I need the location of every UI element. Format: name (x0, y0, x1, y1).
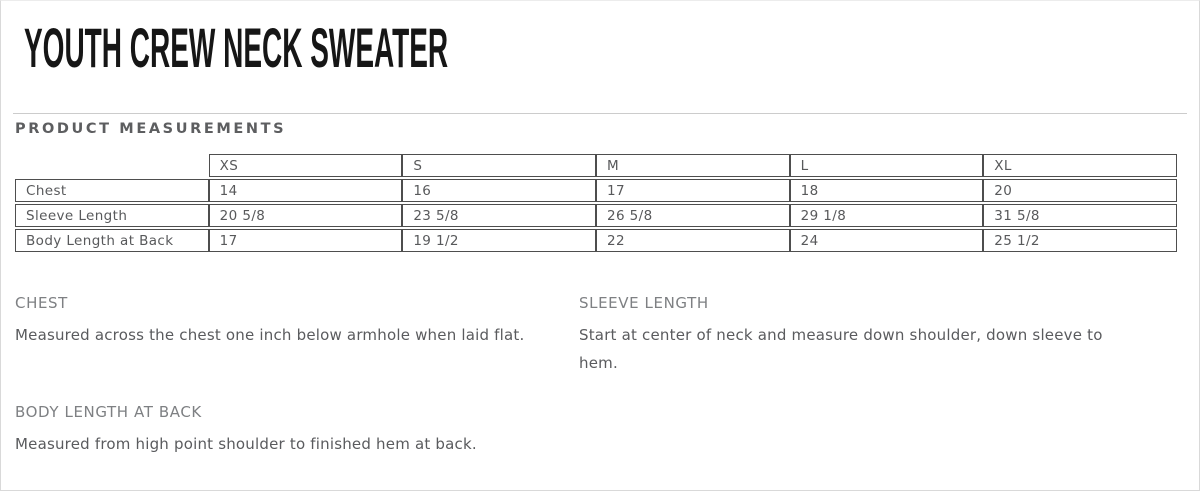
product-title: YOUTH CREW NECK SWEATER (24, 16, 449, 79)
definition-term: BODY LENGTH AT BACK (15, 403, 202, 421)
cell: 31 5/8 (983, 204, 1177, 227)
definition-description: Measured from high point shoulder to finished hem at back. (15, 435, 477, 453)
definition-sleeve-length (579, 294, 1199, 377)
divider (13, 113, 1187, 114)
column-header-s: S (402, 154, 596, 177)
definition-description: Measured across the chest one inch below armhole when laid flat. (15, 326, 525, 344)
product-measurements-heading: PRODUCT MEASUREMENTS (15, 121, 287, 137)
size-chart-table (15, 152, 1177, 254)
definition-term: SLEEVE LENGTH (579, 294, 709, 312)
column-header-xl: XL (983, 154, 1177, 177)
cell: 17 (209, 229, 403, 252)
table-row-sleeve-length (15, 204, 1177, 227)
definition-body-length-at-back (15, 403, 579, 458)
cell: 20 (983, 179, 1177, 202)
cell: 17 (596, 179, 790, 202)
measurement-definitions (15, 294, 1199, 458)
cell: 16 (402, 179, 596, 202)
table-corner-cell (15, 154, 209, 177)
table-row-chest (15, 179, 1177, 202)
cell: 18 (790, 179, 984, 202)
row-label: Sleeve Length (15, 204, 209, 227)
cell: 26 5/8 (596, 204, 790, 227)
row-label: Body Length at Back (15, 229, 209, 252)
cell: 24 (790, 229, 984, 252)
cell: 23 5/8 (402, 204, 596, 227)
column-header-l: L (790, 154, 984, 177)
column-header-xs: XS (209, 154, 403, 177)
row-label: Chest (15, 179, 209, 202)
definition-term: CHEST (15, 294, 68, 312)
definition-chest (15, 294, 579, 377)
column-header-m: M (596, 154, 790, 177)
cell: 22 (596, 229, 790, 252)
cell: 20 5/8 (209, 204, 403, 227)
cell: 19 1/2 (402, 229, 596, 252)
cell: 29 1/8 (790, 204, 984, 227)
table-row-body-length-at-back (15, 229, 1177, 252)
definition-description: Start at center of neck and measure down shoulder, down sleeve to hem. (579, 326, 1103, 372)
cell: 25 1/2 (983, 229, 1177, 252)
cell: 14 (209, 179, 403, 202)
table-header-row (15, 154, 1177, 177)
